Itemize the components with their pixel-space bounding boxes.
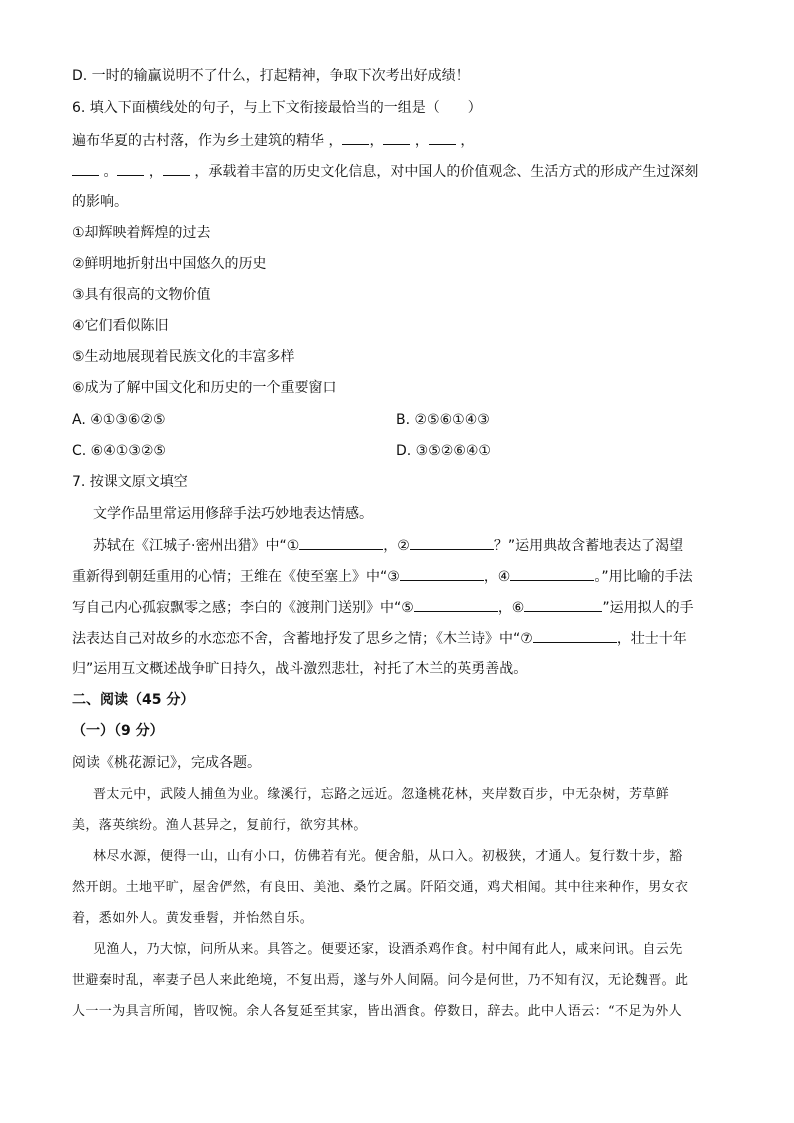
q6-option-a: A. ④①③⑥②⑤ bbox=[72, 412, 166, 428]
q7-text-part: 重新得到朝廷重用的心情；王维在《使至塞上》中“③ bbox=[72, 569, 400, 585]
passage-line: 林尽水源，便得一山，山有小口，仿佛若有光。便舍船，从口入。初极狭，才通人。复行数十步，豁 bbox=[93, 849, 683, 864]
q6-text-part: ， bbox=[144, 164, 163, 180]
q7-line-4 bbox=[72, 628, 687, 649]
q7-text-part: ，⑥ bbox=[497, 600, 525, 616]
q6-item: ⑤生动地展现着民族文化的丰富多样 bbox=[72, 349, 295, 365]
q7-text-part: 苏轼在《江城子·密州出猎》中“① bbox=[93, 538, 300, 554]
q7-line-2 bbox=[72, 566, 693, 587]
q5-option-d: D. 一时的输赢说明不了什么，打起精神，争取下次考出好成绩！ bbox=[72, 68, 470, 84]
q6-item: ①却辉映着辉煌的过去 bbox=[72, 225, 211, 241]
q6-item: ④它们看似陈旧 bbox=[72, 318, 169, 334]
q7-text-part: ，壮士十年 bbox=[616, 631, 687, 647]
fill-blank bbox=[342, 130, 369, 145]
passage-line: 晋太元中，武陵人捕鱼为业。缘溪行，忘路之远近。忽逢桃花林，夹岸数百步，中无杂树，芳草鲜 bbox=[93, 787, 670, 802]
fill-blank bbox=[533, 628, 617, 643]
q6-item: ③具有很高的文物价值 bbox=[72, 287, 211, 303]
fill-blank bbox=[72, 161, 99, 176]
q6-text-part: 。 bbox=[99, 164, 118, 180]
q6-text-part: 遍布华夏的古村落，作为乡土建筑的精华 ， bbox=[72, 133, 343, 149]
q6-item: ②鲜明地折射出中国悠久的历史 bbox=[72, 256, 267, 272]
q6-text-line-3: 的影响。 bbox=[72, 194, 128, 210]
q7-text-part: ”运用拟人的手 bbox=[602, 600, 694, 616]
passage-line: 美，落英缤纷。渔人甚异之，复前行，欲穷其林。 bbox=[72, 818, 367, 833]
section-heading: 二、阅读（45 分） bbox=[72, 692, 195, 708]
q7-text-part: 法表达自己对故乡的水恋恋不舍，含蓄地抒发了思乡之情；《木兰诗》中“⑦ bbox=[72, 631, 533, 647]
q6-text-line-2 bbox=[72, 161, 698, 182]
q7-line-1 bbox=[93, 535, 683, 556]
reading-instruction: 阅读《桃花源记》，完成各题。 bbox=[72, 755, 261, 771]
fill-blank bbox=[299, 535, 383, 550]
fill-blank bbox=[410, 535, 494, 550]
q6-text-part: ， bbox=[410, 133, 429, 149]
q6-item: ⑥成为了解中国文化和历史的一个重要窗口 bbox=[72, 380, 337, 396]
q6-text-part: ， bbox=[369, 133, 384, 149]
subsection-heading: （一）（9 分） bbox=[72, 723, 164, 739]
passage-line: 然开朗。土地平旷，屋舍俨然，有良田、美池、桑竹之属。阡陌交通，鸡犬相闻。其中往来种作，男女衣 bbox=[72, 880, 689, 895]
fill-blank bbox=[117, 161, 144, 176]
fill-blank bbox=[414, 597, 498, 612]
fill-blank bbox=[510, 566, 594, 581]
q6-title: 6. 填入下面横线处的句子，与上下文衔接最恰当的一组是（ ） bbox=[72, 100, 482, 116]
q7-title: 7. 按课文原文填空 bbox=[72, 474, 188, 490]
q6-option-d: D. ③⑤②⑥④① bbox=[396, 443, 491, 459]
q7-text-part: 写自己内心孤寂飘零之感；李白的《渡荆门送别》中“⑤ bbox=[72, 600, 414, 616]
q7-text-part: ，④ bbox=[483, 569, 511, 585]
passage-line: 世避秦时乱，率妻子邑人来此绝境，不复出焉，遂与外人间隔。问今是何世，乃不知有汉，无论魏晋。此 bbox=[72, 973, 689, 988]
q6-text-line-1 bbox=[72, 130, 474, 151]
q7-line-5: 归”运用互文概述战争旷日持久，战斗激烈悲壮，衬托了木兰的英勇善战。 bbox=[72, 661, 528, 677]
fill-blank bbox=[429, 130, 456, 145]
passage-line: 见渔人，乃大惊，问所从来。具答之。便要还家，设酒杀鸡作食。村中闻有此人，咸来问讯。自云先 bbox=[93, 942, 683, 957]
q7-text-part: ，② bbox=[383, 538, 410, 554]
passage-line: 人一一为具言所闻，皆叹惋。余人各复延至其家，皆出酒食。停数日，辞去。此中人语云：“不足为外人 bbox=[72, 1004, 683, 1019]
q6-option-c: C. ⑥④①③②⑤ bbox=[72, 443, 166, 459]
q7-text-part: 。”用比喻的手法 bbox=[594, 569, 693, 585]
q7-text-part: ？”运用典故含蓄地表达了渴望 bbox=[493, 538, 684, 554]
passage-line: 着，悉如外人。黄发垂髫，并怡然自乐。 bbox=[72, 911, 314, 926]
fill-blank bbox=[400, 566, 484, 581]
q6-text-part: ， bbox=[455, 133, 475, 149]
fill-blank bbox=[383, 130, 410, 145]
q7-line-3 bbox=[72, 597, 694, 618]
q6-option-b: B. ②⑤⑥①④③ bbox=[396, 412, 490, 428]
q6-text-part: ，承载着丰富的历史文化信息，对中国人的价值观念、生活方式的形成产生过深刻 bbox=[189, 164, 699, 180]
fill-blank bbox=[524, 597, 602, 612]
fill-blank bbox=[163, 161, 190, 176]
q7-intro: 文学作品里常运用修辞手法巧妙地表达情感。 bbox=[93, 506, 373, 522]
